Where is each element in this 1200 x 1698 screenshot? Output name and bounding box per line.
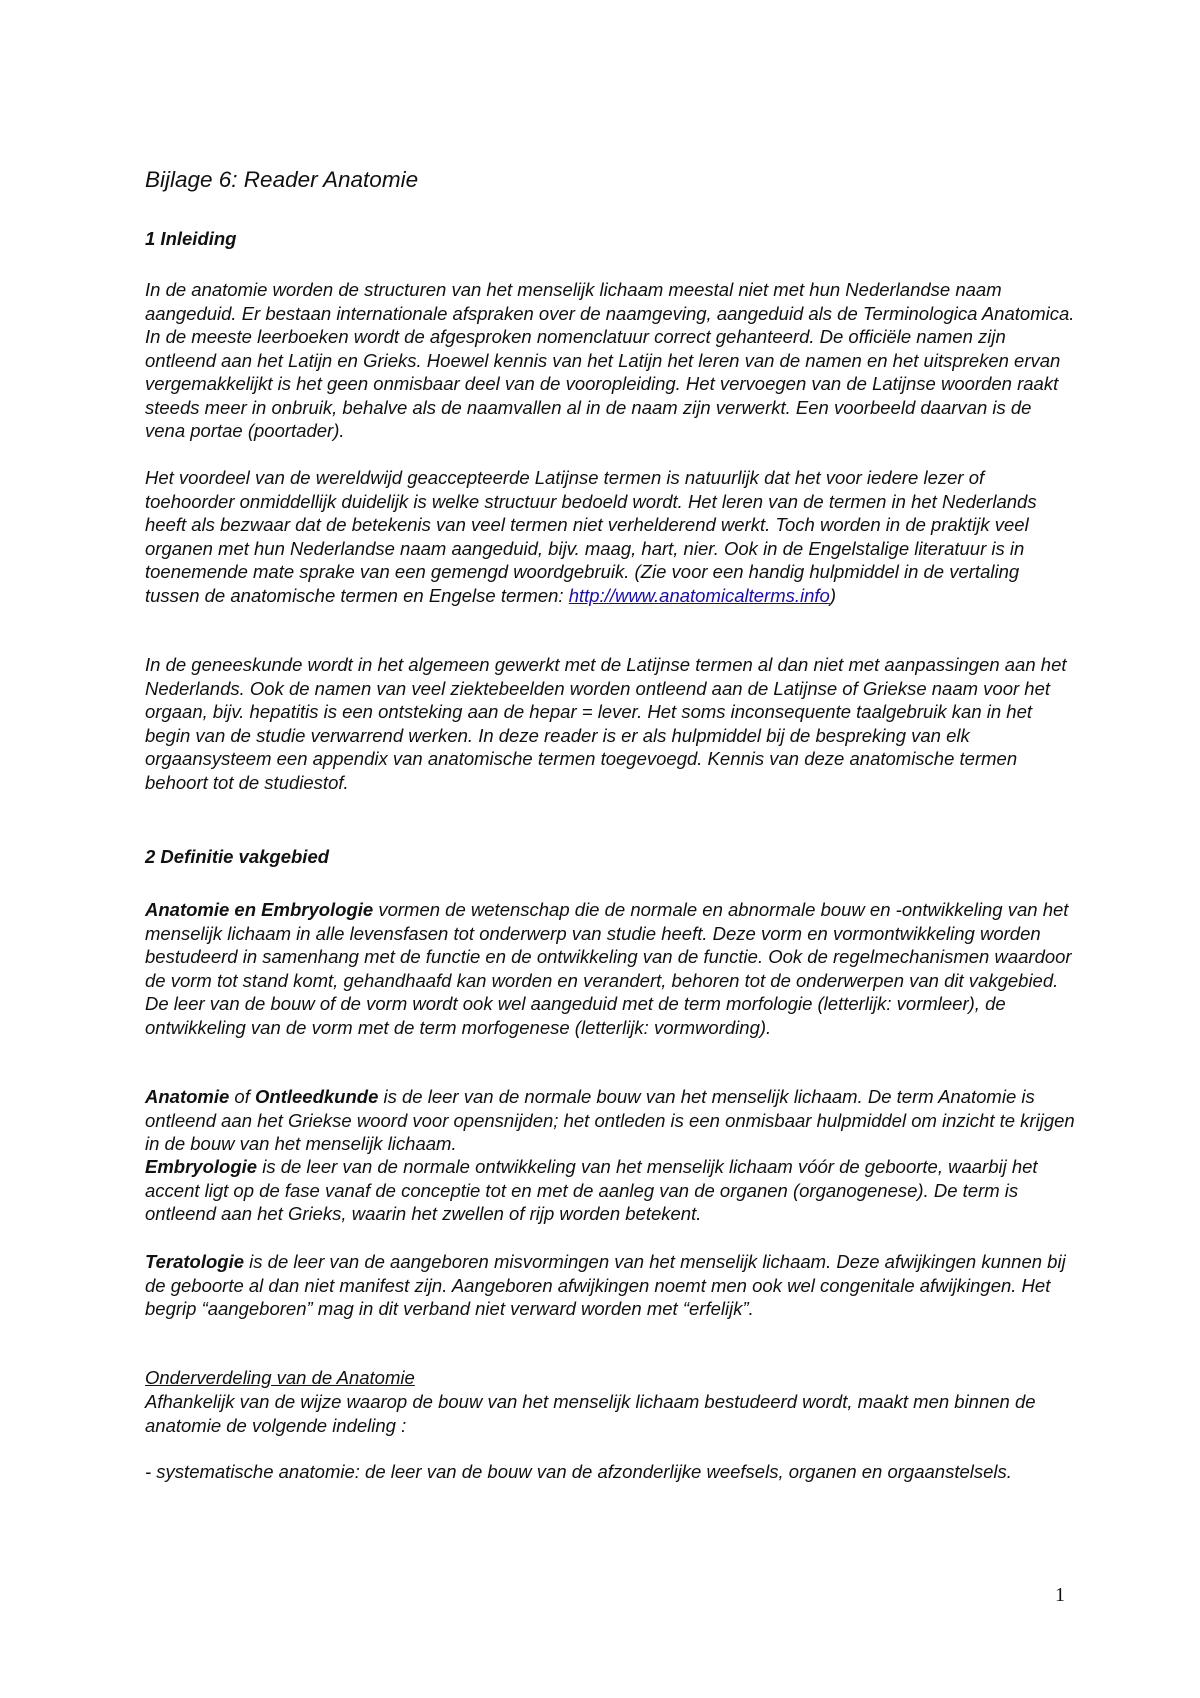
- paragraph-anatomie-ontleedkunde: [145, 1085, 1075, 1156]
- term-anatomie: Anatomie: [145, 1086, 230, 1107]
- paragraph-embryologie: [145, 1155, 1075, 1226]
- page-number: 1: [1055, 1584, 1065, 1606]
- paragraph-inleiding-3: In de geneeskunde wordt in het algemeen gewerkt met de Latijnse termen al dan niet met aanpassingen aan het Nederlands. Ook de namen van veel ziektebeelden worden ontleend aan de Latijnse of Griekse naam voor het orgaan, bijv. hepatitis is een ontsteking aan de hepar = lever. Het soms inconsequente taalgebruik kan in het begin van de studie verwarrend werken. In deze reader is er als hulpmiddel bij de bespreking van elk orgaansysteem een appendix van anatomische termen toegevoegd. Kennis van deze anatomische termen behoort tot de studiestof.: [145, 654, 1067, 793]
- paragraph-anatomie-ontleedkunde-text: is de leer van de normale bouw van het menselijk lichaam. De term Anatomie is ontleend aan het Griekse woord voor opensnijden; het ontleden is een onmisbaar hulpmiddel om inzicht te krijgen in de bouw van het menselijk lichaam.: [145, 1086, 1075, 1154]
- document-title: Bijlage 6: Reader Anatomie: [145, 167, 419, 192]
- subheading-onderverdeling: Onderverdeling van de Anatomie: [145, 1367, 415, 1388]
- paragraph-onderverdeling: Afhankelijk van de wijze waarop de bouw van het menselijk lichaam bestudeerd wordt, maakt men binnen de anatomie de volgende indeling :: [145, 1391, 1036, 1436]
- term-ontleedkunde: Ontleedkunde: [255, 1086, 379, 1107]
- term-anatomie-en-embryologie: Anatomie en Embryologie: [145, 899, 374, 920]
- paragraph-teratologie-text: is de leer van de aangeboren misvormingen van het menselijk lichaam. Deze afwijkingen kunnen bij de geboorte al dan niet manifest zijn. Aangeboren afwijkingen noemt men ook wel congenitale afwijkingen. Het begrip “aangeboren” mag in dit verband niet verward worden met “erfelijk”.: [145, 1251, 1066, 1319]
- paragraph-inleiding-2: [145, 466, 1075, 607]
- section-heading-definitie: 2 Definitie vakgebied: [145, 846, 330, 867]
- paragraph-inleiding-1: In de anatomie worden de structuren van het menselijk lichaam meestal niet met hun Nederlandse naam aangeduid. Er bestaan internationale afspraken over de naamgeving, aangeduid als de Terminologica Anatomica. In de meeste leerboeken wordt de afgesproken nomenclatuur correct gehanteerd. De officiële namen zijn ontleend aan het Latijn en Grieks. Hoewel kennis van het Latijn het leren van de namen en het uitspreken ervan vergemakkelijkt is het geen onmisbaar deel van de vooropleiding. Het vervoegen van de Latijnse woorden raakt steeds meer in onbruik, behalve als de naamvallen al in de naam zijn verwerkt. Een voorbeeld daarvan is de vena portae (poortader).: [145, 279, 1075, 441]
- paragraph-teratologie: [145, 1250, 1075, 1321]
- paragraph-embryologie-text: is de leer van de normale ontwikkeling van het menselijk lichaam vóór de geboorte, waarbij het accent ligt op de fase vanaf de conceptie tot en met de aanleg van de organen (organogenese). De term is ontleend aan het Grieks, waarin het zwellen of rijp worden betekent.: [145, 1156, 1038, 1224]
- paragraph-anatomie-embryologie-text: vormen de wetenschap die de normale en abnormale bouw en -ontwikkeling van het menselijk lichaam in alle levensfasen tot onderwerp van studie heeft. Deze vorm en vormontwikkeling worden bestudeerd in samenhang met de functie en de ontwikkeling van de functie. Ook de regelmechanismen waardoor de vorm tot stand komt, gehandhaafd kan worden en verandert, behoren tot de onderwerpen van dit vakgebied. De leer van de bouw of de vorm wordt ook wel aangeduid met de term morfologie (letterlijk: vormleer), de ontwikkeling van de vorm met de term morfogenese (letterlijk: vormwording).: [145, 899, 1072, 1038]
- paragraph-inleiding-2-text: Het voordeel van de wereldwijd geaccepteerde Latijnse termen is natuurlijk dat het voor iedere lezer of toehoorder onmiddellijk duidelijk is welke structuur bedoeld wordt. Het leren van de termen in het Nederlands heeft als bezwaar dat de betekenis van veel termen niet verhelderend werkt. Toch worden in de praktijk veel organen met hun Nederlandse naam aangeduid, bijv. maag, hart, nier. Ook in de Engelstalige literatuur is in toenemende mate sprake van een gemengd woordgebruik. (Zie voor een handig hulpmiddel in de vertaling tussen de anatomische termen en Engelse termen:: [145, 467, 1037, 606]
- paragraph-anatomie-embryologie: [145, 898, 1075, 1039]
- section-heading-inleiding: 1 Inleiding: [145, 228, 237, 249]
- list-item-systematische-anatomie: - systematische anatomie: de leer van de bouw van de afzonderlijke weefsels, organen en orgaanstelsels.: [145, 1461, 1012, 1482]
- anatomicalterms-link[interactable]: http://www.anatomicalterms.info: [568, 584, 830, 606]
- term-of: of: [229, 1086, 256, 1107]
- term-teratologie: Teratologie: [145, 1251, 245, 1272]
- term-embryologie: Embryologie: [145, 1156, 258, 1177]
- paragraph-inleiding-2-end: ): [829, 584, 837, 606]
